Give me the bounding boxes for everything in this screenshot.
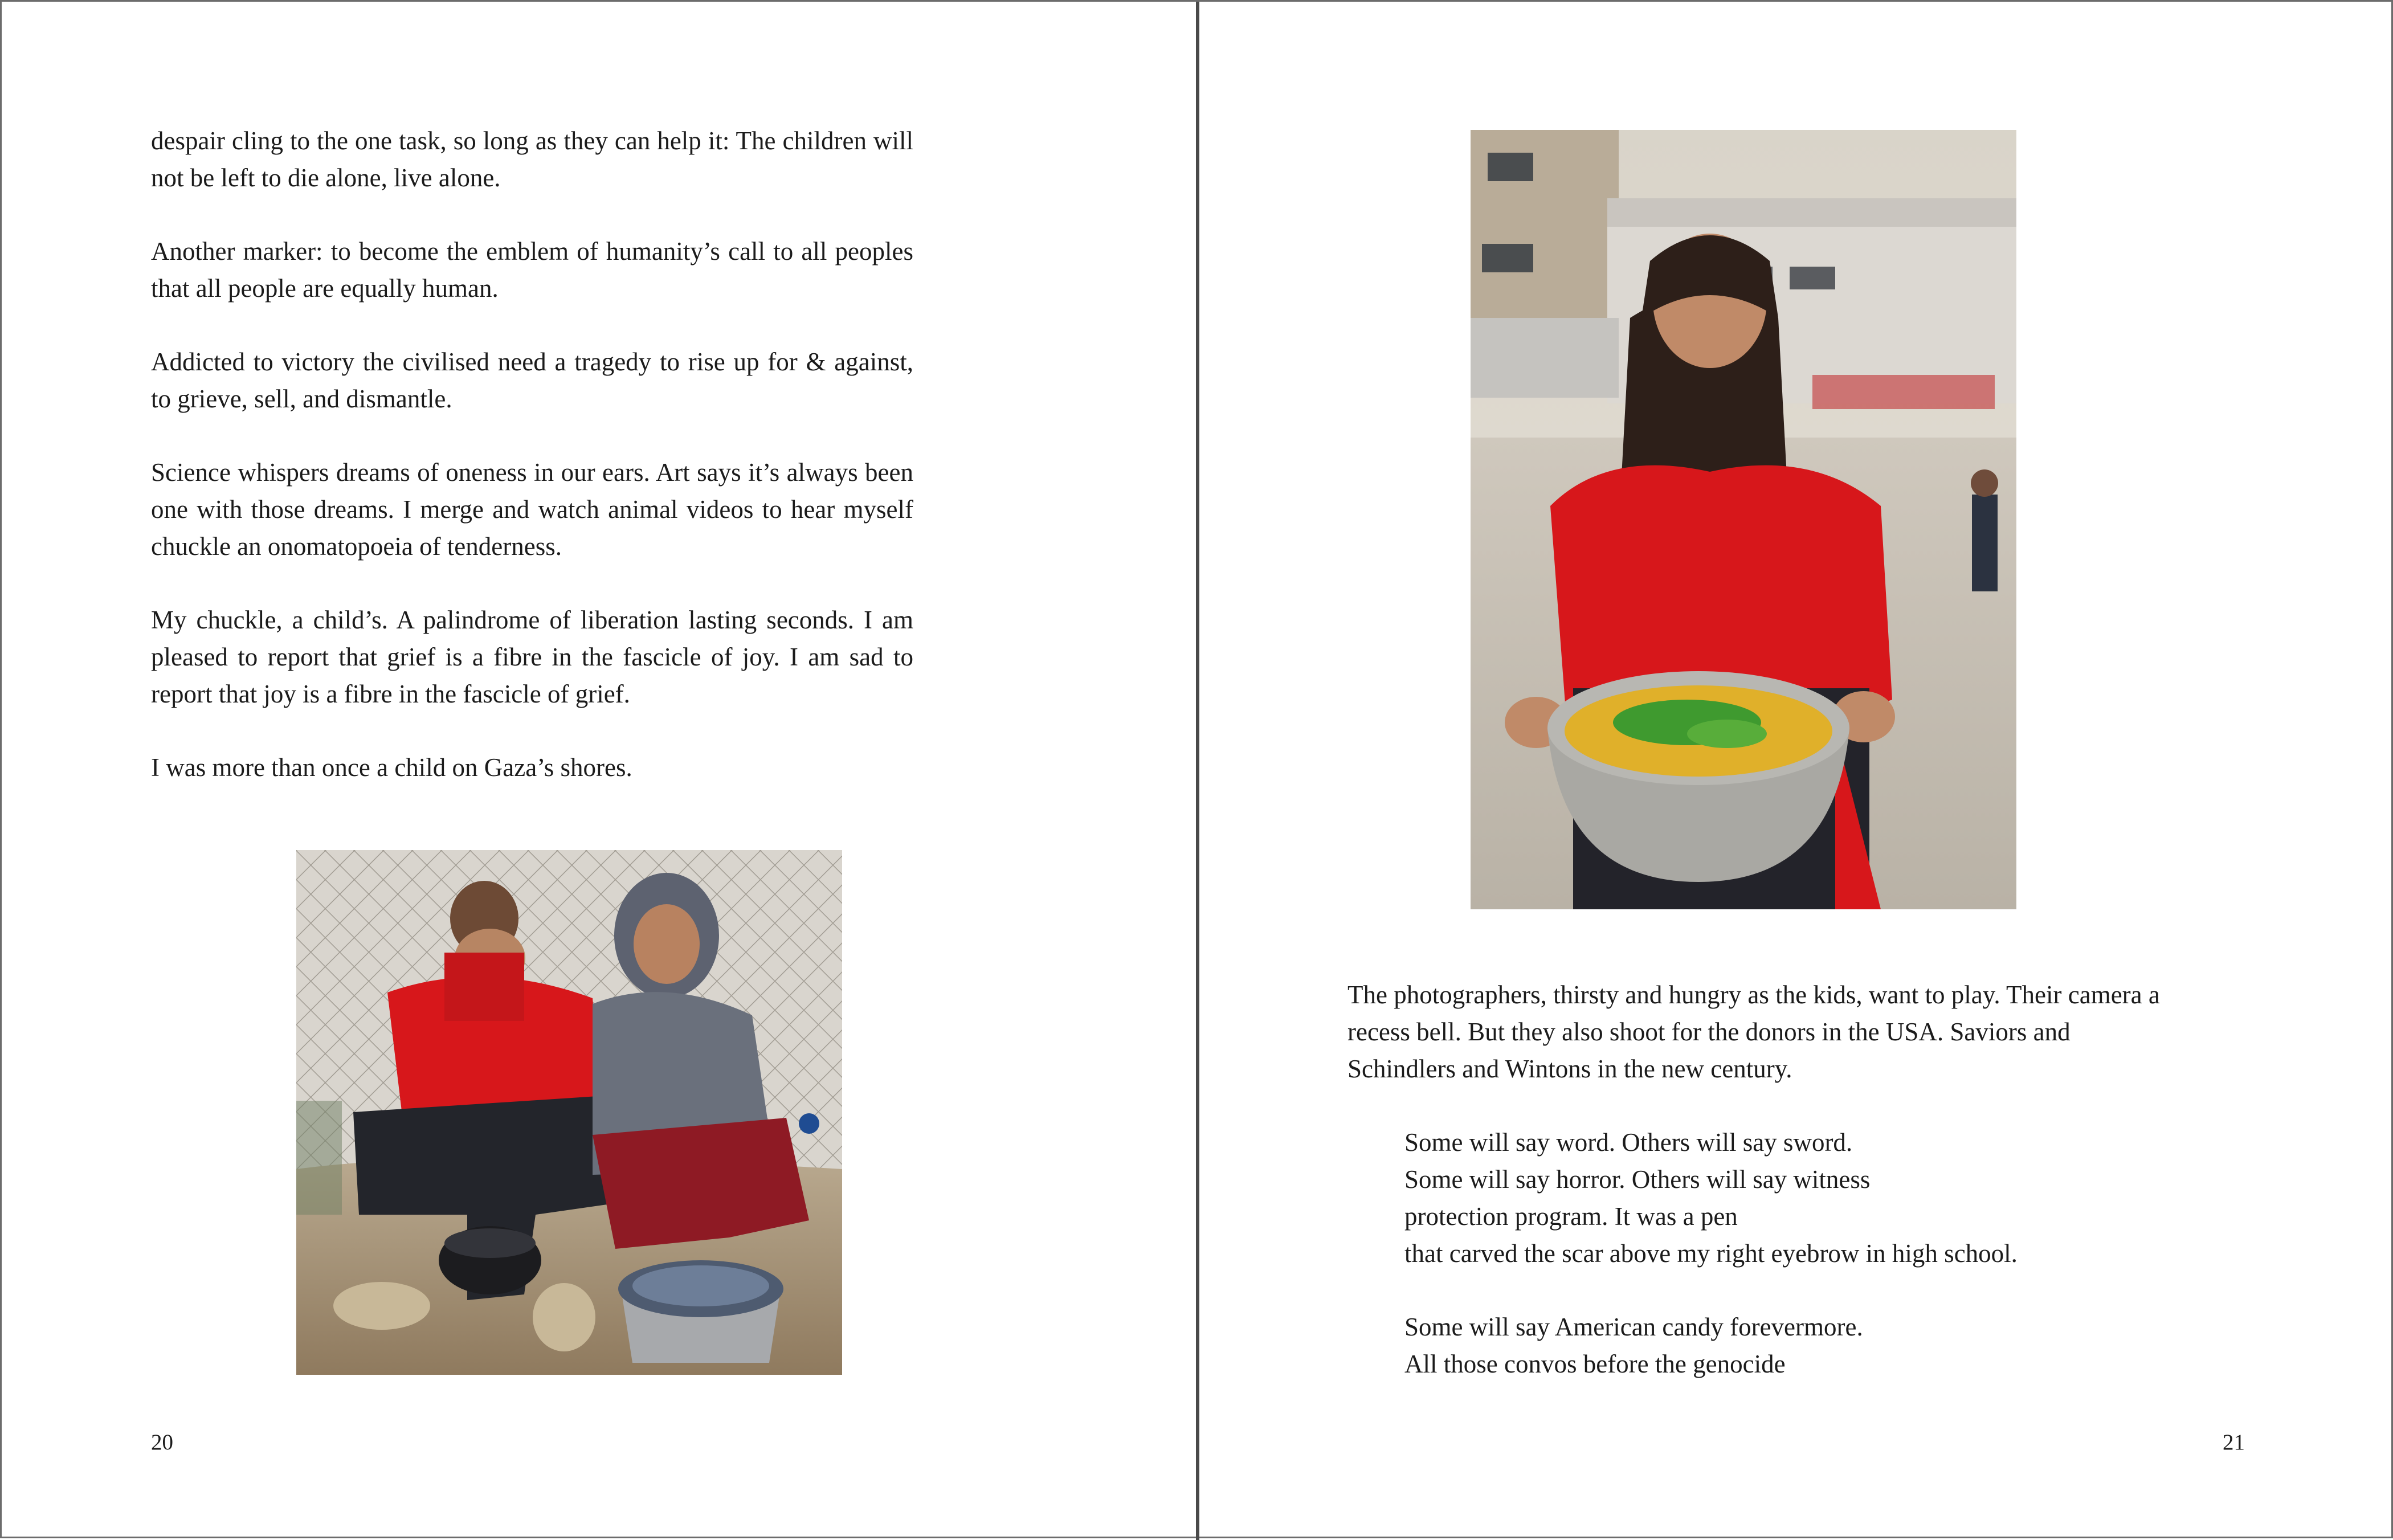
- paragraph: Addicted to victory the civilised need a tragedy to rise up for & against, to grieve, sell, and dismantle.: [151, 348, 913, 413]
- photo-girl-holding-bowl-image: [1471, 130, 2016, 909]
- stanza: [1404, 1124, 2168, 1272]
- paragraph: The photographers, thirsty and hungry as the kids, want to play. Their camera a recess bell. But they also shoot for the donors in the USA. Saviors and Schindlers and Wintons in the new century.: [1347, 981, 2160, 1083]
- page-number: 21: [2223, 1430, 2245, 1455]
- verse-line: protection program. It was a pen: [1404, 1202, 1738, 1231]
- photo-girl-holding-bowl: [1471, 130, 2016, 909]
- stanza: [1404, 1309, 2168, 1383]
- verse-line: Some will say horror. Others will say witness: [1404, 1165, 1871, 1194]
- paragraph: My chuckle, a child’s. A palindrome of liberation lasting seconds. I am pleased to report that grief is a fibre in the fascicle of joy. I am sad to report that joy is a fibre in the fascicle of grief.: [151, 606, 913, 708]
- verse-line: All those convos before the genocide: [1404, 1350, 1786, 1378]
- verse-line: Some will say word. Others will say sword.: [1404, 1128, 1853, 1157]
- paragraph: Another marker: to become the emblem of humanity’s call to all peoples that all people are equally human.: [151, 237, 913, 303]
- paragraph: I was more than once a child on Gaza’s shores.: [151, 753, 632, 782]
- photo-two-boys-with-pots-image: [296, 850, 842, 1375]
- right-page: [1199, 2, 2393, 1540]
- left-page-body: [151, 122, 913, 786]
- page-number: 20: [151, 1430, 173, 1455]
- poem-verse: [1404, 1124, 2168, 1383]
- paragraph: despair cling to the one task, so long as they can help it: The children will not be left to die alone, live alone.: [151, 126, 913, 192]
- photo-two-boys-with-pots: [296, 850, 842, 1375]
- right-page-body: [1347, 977, 2168, 1383]
- verse-line: Some will say American candy forevermore.: [1404, 1313, 1863, 1341]
- paragraph: Science whispers dreams of oneness in our ears. Art says it’s always been one with those dreams. I merge and watch animal videos to hear myself chuckle an onomatopoeia of tenderness.: [151, 458, 913, 561]
- left-page: [2, 2, 1196, 1540]
- verse-line: that carved the scar above my right eyebrow in high school.: [1404, 1239, 2018, 1268]
